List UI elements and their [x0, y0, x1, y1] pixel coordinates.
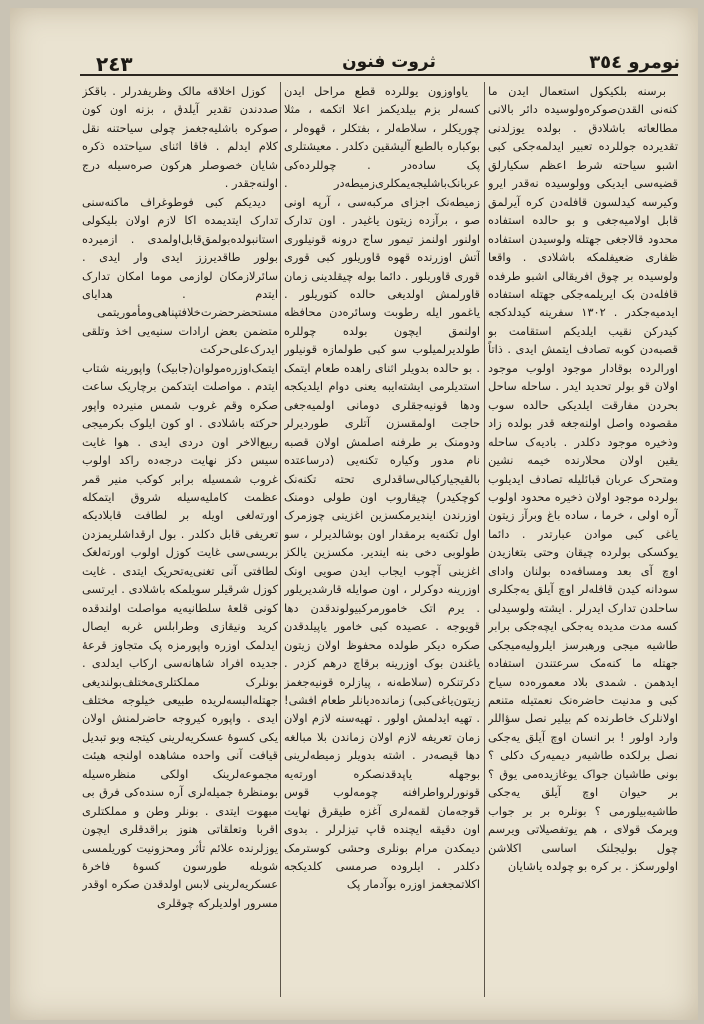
text-column-left	[82, 82, 278, 994]
paragraph: یاواوزون یوللرده قطع مراحل ایدن کسه‌لر بزم بیلدیکمز اعلا اتکمه ، مثلا چوریکلر ، سلاطه‌لر ، بفتکلر ، قهوه‌لر ، بوکباره بالطبع آلیشقین دکلدر . معیشتلری پک ساده‌در . چوللرده‌کی عربانک‌باشلیجه‌یمکلری‌زمیطه‌در . زمیطه‌نک اجزای مرکبه‌سی ، آرپه اونی صو ، برآزده زیتون یاغیدر . اون تدارک اولنور اولنمز تیمور ساج درونه قونیلوری آتش اوزرنده قهوه قاوریلور کبی قوری قوری قاوریلور . دائما بوله چیقلدینی زمان قاورلمش اولدیغی حالده کتوریلور . یاغمور ایله رطوبت وسائره‌دن محافظه اولنمق ایچون بولده چوللره طولدیرلمیلوب سو کبی طولمازه قونیلور . بو حالده بدویلر اثنای راهده طعام ایتمک استدیلرمی ایشته‌ایبه یعنی دوام ایلدیکجه ودها قونیه‌جقلری دومانی اولمیه‌جغی حاجت اولمقسزن آتلری طوردیرلر ودومنک بر طرفنه اصلمش اولان قصبه نام مدور وکیاره تکنه‌یی (درساعتده بالقیجیارکیالی‌ساقدلری تحته تکنه‌نک کوچکیدر) چیقاروب اون طولی دومنک اوزرندن ایندیرمکسزین اغزینی چوزمرک اول تکنه‌یه برمقدار اون بوشالدیرلر ، سو طولوبی دخی بنه ایندیر. مکسزین یالکز اغزینی آچوب ایجاب ایدن صویی اونک اوزرینه دوکرلر ، اون صوایله قارشدیریلور . یرم اتک خامورمرکبیولوندقدن دها قویوجه . عصیده کبی خامور یاپیلدقدن صکره دیکر طولده محفوظ اولان زیتون یاغندن بوک اوزرینه برقاچ درهم کزدر . دکرتنکره (سلاطه‌نه ، پیازلره قونیه‌جغمز زیتون‌یاغی‌کبی) زمانده‌دیانلر طعام افشی! . تهیه ایدلمش اولور . تهیه‌سنه لازم اولان زمان تعریفه لازم اولان زماندن بلا مبالغه دها قیصه‌در . اشته بدویلر زمیطه‌لرینی بوجهله یاپدقدنصکره اورته‌یه قونورلرواطرافنه چومه‌لوب قوس قوجه‌مان لقمه‌لری آغزه طیقرق نهایت اون دقیقه ایچنده قاپ تیزلرلر . بدوی دیمکدن مرام بونلری وحشی کوسترمک دکلدر . ایلروده صرمسی کلدیکجه اکلاتمجغمز اوزره بوآدمار پک	[284, 84, 480, 892]
column-divider	[280, 82, 281, 997]
issue-number: نومرو ٣٥٤	[589, 52, 680, 73]
paragraph: دیدیکم کبی فوطوغراف ماکنه‌سنی تدارک ایتدیمده اکا لازم اولان بلیکولی استانبولده‌بولمق‌قابل‌اولمدی . ازمیرده بولور طاقدیرزز ایدی وار ایدی . سائرلازمکان لوازمی موما امکان تدارک ایتدم . هدایای مستحضر‌حضرت‌خلافتپناهی‌ومأموریتمی متضمن بعض ارادات سنیه‌یی اخذ وتلقی ایدرک‌علی‌حرکت ایتمک‌اوزره‌مولوان(جابیک) واپورینه شتاب ایتدم . مواصلت ایتدکمن برچاریک ساعت صکره وقم غروب شمس منیرده واپور حرکته باشلادی . او کون ایلوک بکرمیجی ربیع‌الاخر اون دردی ایدی . هوا غایت سیس دکز نهایت درجه‌ده راکد اولوب غروب شمسیله برابر کوکب منیر قمر عظمت کاملیه‌سیله شروق ایتمکله اورته‌لغی اویله بر لطافت قابلادیکه تعریفی قابل دکلدر . بول ارقداشلریمزدن بریسی‌سی غایت کوزل اولوب اورته‌لغک لطافتی آنی تغنی‌یه‌تحریک ایتدی . غایت کوزل شرقیلر سویلمکه باشلادی . ایرتسی کونی قلعهٔ سلطانیه‌یه مواصلت اولندقده کرید ونیقازی وطرابلس غربه ایصال ایدلمک اوزره واپورمزه پک متجاوز قرعهٔ جدیده افراد شاهانه‌سی ارکاب ایدلدی . بونلرک مملکتلری‌مختلف‌بولندیغی جهتله‌البسه‌لریده طبیعی خیلوجه مختلف ایدی . واپوره کیروجه حاضرلمنش اولان یکی کسوهٔ عسکریه‌لرینی کیتجه وبو تبدیل قیافت آنی واحده مشاهده اولنجه هیئت مجموعه‌لرینک اولکی منظره‌سیله بومنظرهٔ جمیله‌لری آره سنده‌کی فرق بی مبهوت ایتدی . بونلر وطن و مملکتلری اقربا وتعلقاتی هنوز براقدقلری ایچون یوزلرنده علائم تأثر ومحزونیت کوریلمسی‌ شوبله طورسون کسوهٔ فاخرهٔ عسکریه‌لرینی لابس اولدقدن صکره اوقدر مسرور اولدیلرکه چوقلری	[82, 194, 278, 910]
journal-title: ثروت فنون	[342, 52, 436, 72]
text-column-middle	[284, 82, 480, 994]
paragraph: کوزل اخلاقه مالک وظریفدرلر . باقکز صددندن تقدیر آیلدق ، بزنه اون کون صوکره باشلیه‌جغمز چولی سیاحتنه نقل کلام ایدلم . فاقا اثنای سیاحتده ذکره شایان خصوصلر هرکون صره‌سیله درج اولنه‌جقدر .	[82, 84, 278, 191]
text-column-right	[488, 82, 678, 994]
header-rule	[80, 74, 678, 76]
paragraph: برسنه بلکیکول استعمال ایدن ما کنه‌نی القدن‌صوکره‌ولوسیده دائر بالانی مطالعاته باشلادق . بولده یوزلدنی تقدیرده جوللرده تعبیر ایدلمه‌جکی کبی اشبو سیاحته شرط اعظم سکیارلق قضیه‌سی ایدیکی وولوسیده نه‌قدر ایرو وکیرسه کیدلسون قافله‌دن کره آیرلمق قابل اولامیه‌جغی و بو حالده استفاده محدود قالاجغی جهتله ولوسیدن استفاده ظفاری ضعیفلمکه باشلادی . واقعا ولوسیده بر چوق افریقالی اشبو طرفده قافله‌دن بک ایریلمه‌جکی جهتله استفاده ایدمیه‌جکدر . ١٣٠٢ سفرینه کیدلدکجه کیدرکن نقیب ایلدیکم استقامت بو قصبه‌دن کوبه تصادف ایتمش ایدی . ذاتاً اورالرده بوقادار موجود اولوب موجود اولان قو بولر تحدید ایدر . ساحله ساحل بحردن مفارقت ایلدیکی حالده سوب مقصوده واصل اولنه‌جغه قدر بولده زاد وذخیره موجود دکلدر . بادیه‌ک ساحله یقین اولان محلارنده خیمه نشین ومتحرک عربان قبائلیله تصادف ایدیلوب بولرده موجود اولان ذخیره محدود اولوب آره اولی ، خرما ، ساده باغ وبرآز زیتون یاغی کبی موادن عبارتدر . دائما یوکسکی بولرده چیقان وحتی بتغازیدن اوچ آی بعد ومسافه‌ده بولنان وادای سودانه کیدن قافله‌لر اوچ آیلق یه‌جکلری ساحلدن تدارک ایدرلر . ایشته ولوسیدلی کسه مدت مدیده یه‌جکی ایچه‌جکی برابر طاشیه میجی ورهبرسز ایلرولیه‌میجکی جهتله ما کنه‌مک سرعتندن استفاده ایدهمن . شمدی بلاد معموره‌ده سیاح کبی و مدنیت حاضره‌نک نعمتیله متنعم اولانلرک خاطرنده کم بیلیر نصل سؤاللر وارد اولور ! بر انسان اوچ آیلق یه‌جکی نصل برلکده طاشیه‌ر دیمیه‌رک دکلی ؟ بونی طاشیان جواک یوغازیده‌می یوق ؟ بر حیوان اوچ آیلق یه‌جکی طاشیه‌بیلورمی ؟ بونلره بر بر جواب ویرمک قولای ، هم یوتفصیلاتی ویرسم چول بولیجلنک اساسی اکلاشن اولورسکز . بر کره بو چولده یاشایان	[488, 84, 678, 874]
column-divider	[484, 82, 485, 997]
page-folio: ٢٤٣	[96, 52, 133, 76]
